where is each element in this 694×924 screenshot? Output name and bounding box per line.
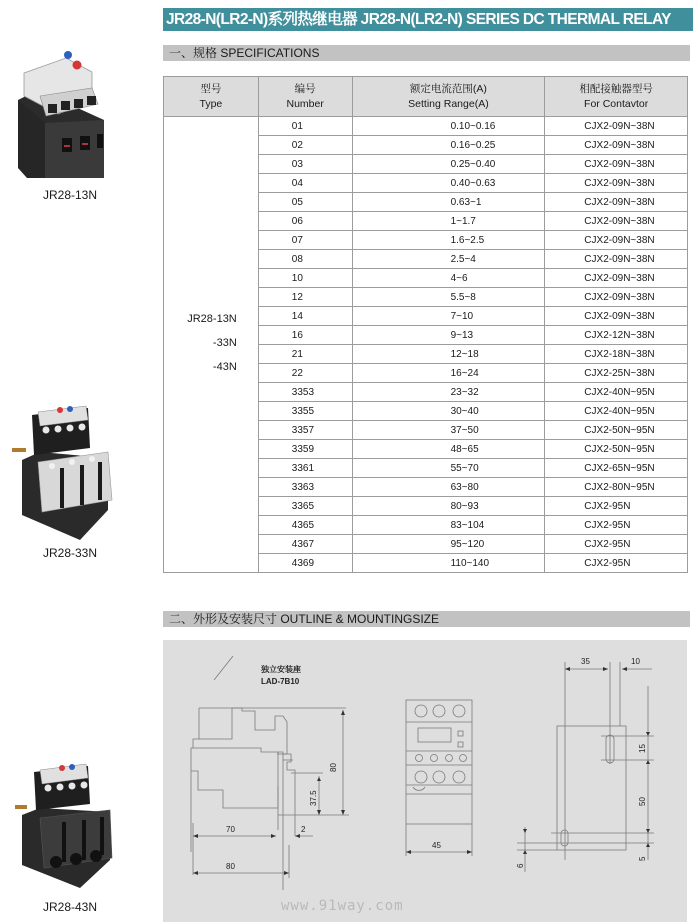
number-cell: 4365 (258, 516, 352, 535)
dim-mount-6: 6 (516, 863, 525, 868)
section-header-outline: 二、外形及安装尺寸 OUTLINE & MOUNTINGSIZE (163, 611, 690, 627)
setting-range-cell: 0.10~0.16 (352, 117, 545, 136)
setting-range-cell: 7~10 (352, 307, 545, 326)
contactor-cell: CJX2-09N~38N (545, 193, 688, 212)
contactor-cell: CJX2-12N~38N (545, 326, 688, 345)
dim-mount-35: 35 (581, 657, 590, 666)
header-range-en: Setting Range(A) (408, 97, 489, 110)
dim-front-width: 45 (432, 841, 441, 850)
number-cell: 21 (258, 345, 352, 364)
contactor-cell: CJX2-95N (545, 516, 688, 535)
setting-range-cell: 0.25~0.40 (352, 155, 545, 174)
setting-range-cell: 95~120 (352, 535, 545, 554)
header-type-cn: 型号 (200, 82, 222, 95)
section-header-specifications: 一、规格 SPECIFICATIONS (163, 45, 690, 61)
number-cell: 22 (258, 364, 352, 383)
contactor-cell: CJX2-95N (545, 535, 688, 554)
number-cell: 4369 (258, 554, 352, 573)
setting-range-cell: 110~140 (352, 554, 545, 573)
header-number-cn: 编号 (294, 82, 316, 95)
number-cell: 06 (258, 212, 352, 231)
number-cell: 01 (258, 117, 352, 136)
header-type (164, 77, 259, 117)
setting-range-cell: 0.63~1 (352, 193, 545, 212)
number-cell: 12 (258, 288, 352, 307)
mount-base-label-model: LAD-7B10 (261, 677, 300, 686)
number-cell: 4367 (258, 535, 352, 554)
number-cell: 10 (258, 269, 352, 288)
thermal-relay-43n-photo-icon (0, 760, 140, 890)
header-range-cn: 额定电流范围(A) (409, 82, 487, 95)
contactor-cell: CJX2-95N (545, 497, 688, 516)
type-cell (164, 117, 259, 573)
product-caption: JR28-33N (42, 546, 98, 560)
page-title: JR28-N(LR2-N)系列热继电器 JR28-N(LR2-N) SERIES DC THERMAL RELAY (163, 8, 693, 31)
header-contactor-cn: 相配接触器型号 (579, 82, 653, 95)
mounting-view-drawing (517, 662, 654, 872)
number-cell: 3361 (258, 459, 352, 478)
header-contactor (545, 77, 688, 117)
specifications-table (163, 76, 688, 573)
table-header-row (164, 77, 688, 117)
contactor-cell: CJX2-09N~38N (545, 231, 688, 250)
setting-range-cell: 4~6 (352, 269, 545, 288)
number-cell: 3353 (258, 383, 352, 402)
dim-side-gap: 2 (301, 825, 306, 834)
side-view-drawing (191, 656, 349, 890)
table-row (164, 117, 688, 136)
front-view-drawing (406, 700, 472, 856)
contactor-cell: CJX2-09N~38N (545, 288, 688, 307)
header-setting-range (352, 77, 545, 117)
product-caption: JR28-13N (42, 188, 98, 202)
setting-range-cell: 80~93 (352, 497, 545, 516)
dim-side-height: 80 (329, 763, 338, 772)
product-jr28-33n (0, 400, 150, 565)
header-number-en: Number (286, 97, 324, 110)
dim-mount-5: 5 (638, 856, 647, 861)
setting-range-cell: 0.16~0.25 (352, 136, 545, 155)
thermal-relay-13n-photo-icon (0, 38, 140, 178)
contactor-cell: CJX2-95N (545, 554, 688, 573)
contactor-cell: CJX2-25N~38N (545, 364, 688, 383)
setting-range-cell: 1~1.7 (352, 212, 545, 231)
dim-mount-10: 10 (631, 657, 640, 666)
setting-range-cell: 2.5~4 (352, 250, 545, 269)
header-number (258, 77, 352, 117)
number-cell: 3357 (258, 421, 352, 440)
number-cell: 07 (258, 231, 352, 250)
outline-drawing (163, 640, 687, 922)
number-cell: 05 (258, 193, 352, 212)
number-cell: 3359 (258, 440, 352, 459)
setting-range-cell: 23~32 (352, 383, 545, 402)
header-contactor-en: For Contavtor (584, 97, 649, 110)
contactor-cell: CJX2-50N~95N (545, 421, 688, 440)
contactor-cell: CJX2-40N~95N (545, 402, 688, 421)
contactor-cell: CJX2-09N~38N (545, 269, 688, 288)
contactor-cell: CJX2-09N~38N (545, 250, 688, 269)
type-line: JR28-13N (187, 313, 237, 325)
number-cell: 3363 (258, 478, 352, 497)
number-cell: 3355 (258, 402, 352, 421)
setting-range-cell: 9~13 (352, 326, 545, 345)
dim-mount-15: 15 (638, 744, 647, 753)
setting-range-cell: 83~104 (352, 516, 545, 535)
dim-mount-50: 50 (638, 797, 647, 806)
product-jr28-43n (0, 760, 150, 924)
contactor-cell: CJX2-09N~38N (545, 212, 688, 231)
contactor-cell: CJX2-65N~95N (545, 459, 688, 478)
mount-base-label-cn: 独立安装座 (261, 665, 301, 674)
product-jr28-13n (0, 38, 150, 202)
contactor-cell: CJX2-80N~95N (545, 478, 688, 497)
number-cell: 16 (258, 326, 352, 345)
contactor-cell: CJX2-50N~95N (545, 440, 688, 459)
setting-range-cell: 37~50 (352, 421, 545, 440)
number-cell: 08 (258, 250, 352, 269)
watermark: www.91way.com (281, 898, 404, 914)
number-cell: 02 (258, 136, 352, 155)
contactor-cell: CJX2-09N~38N (545, 155, 688, 174)
contactor-cell: CJX2-09N~38N (545, 174, 688, 193)
dim-side-depth-80: 80 (226, 862, 235, 871)
thermal-relay-33n-photo-icon (0, 400, 140, 550)
number-cell: 03 (258, 155, 352, 174)
setting-range-cell: 1.6~2.5 (352, 231, 545, 250)
setting-range-cell: 0.40~0.63 (352, 174, 545, 193)
contactor-cell: CJX2-40N~95N (545, 383, 688, 402)
contactor-cell: CJX2-18N~38N (545, 345, 688, 364)
number-cell: 3365 (258, 497, 352, 516)
outline-drawing-panel (163, 640, 687, 922)
setting-range-cell: 12~18 (352, 345, 545, 364)
type-line: -43N (212, 361, 237, 373)
type-line: -33N (212, 337, 237, 349)
contactor-cell: CJX2-09N~38N (545, 136, 688, 155)
setting-range-cell: 30~40 (352, 402, 545, 421)
setting-range-cell: 48~65 (352, 440, 545, 459)
setting-range-cell: 55~70 (352, 459, 545, 478)
setting-range-cell: 63~80 (352, 478, 545, 497)
number-cell: 14 (258, 307, 352, 326)
dim-side-mid-height: 37.5 (309, 790, 318, 806)
product-caption: JR28-43N (42, 900, 98, 914)
contactor-cell: CJX2-09N~38N (545, 117, 688, 136)
dim-side-depth-70: 70 (226, 825, 235, 834)
number-cell: 04 (258, 174, 352, 193)
setting-range-cell: 16~24 (352, 364, 545, 383)
setting-range-cell: 5.5~8 (352, 288, 545, 307)
header-type-en: Type (199, 97, 223, 110)
contactor-cell: CJX2-09N~38N (545, 307, 688, 326)
